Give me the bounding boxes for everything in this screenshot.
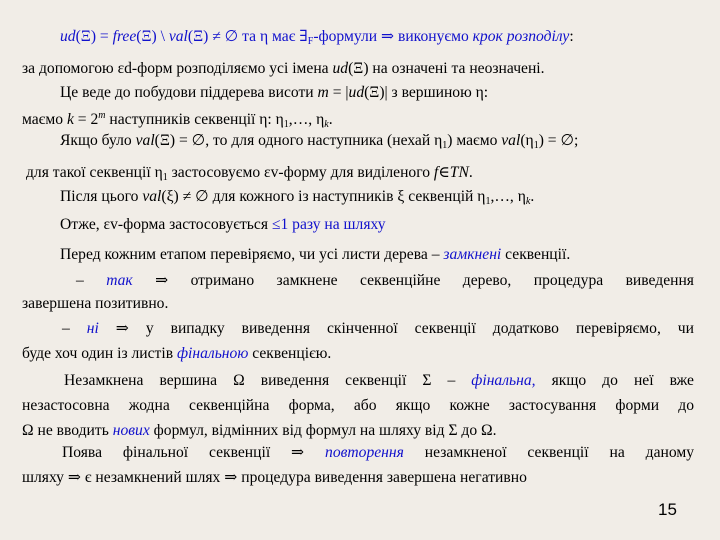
text: –	[62, 320, 87, 337]
page-number: 15	[658, 500, 677, 519]
line	[22, 318, 694, 339]
line: завершена позитивно.	[22, 295, 169, 312]
text: буде хоч один із листів	[22, 345, 177, 362]
f-term: f∈TN	[433, 164, 469, 181]
paragraph-no	[22, 318, 694, 364]
yes-term: так	[106, 272, 133, 289]
subscript: k	[324, 119, 329, 130]
text: (Ξ) \	[136, 28, 169, 45]
line	[22, 214, 694, 235]
line	[22, 270, 694, 291]
line	[22, 130, 694, 156]
line	[22, 370, 694, 391]
free-term: free	[112, 28, 137, 45]
val-term: val	[135, 132, 155, 149]
val-term: val	[501, 132, 521, 149]
ud-term: ud	[60, 28, 76, 45]
k-var: k	[66, 111, 74, 128]
subscript: 1	[283, 119, 289, 130]
line: шляху ⇒ є незамкнений шлях ⇒ процедура виведення завершена негативно	[22, 469, 527, 486]
text: (Ξ) ≠ ∅ та η має ∃	[187, 28, 308, 45]
final-term: фінальною	[176, 345, 249, 362]
final-term: фінальна,	[471, 372, 536, 389]
text: Поява фінальної секвенції ⇒	[62, 444, 326, 461]
highlight-text: ≤1 разу на шляху	[271, 216, 386, 233]
line	[22, 244, 694, 265]
subscript: 1	[485, 196, 491, 207]
subscript: 1	[533, 140, 539, 151]
repetition-term: повторення	[325, 444, 404, 461]
text: ,…, η	[490, 188, 526, 205]
closed-term: замкнені	[443, 246, 502, 263]
text: (Ξ) на означені та неозначені.	[348, 60, 545, 77]
paragraph-subtree	[22, 82, 694, 135]
new-term: нових	[112, 422, 150, 439]
text: = |	[328, 84, 349, 101]
val-term: val	[168, 28, 188, 45]
text: Ω не вводить	[22, 422, 113, 439]
paragraph-empty-val	[22, 130, 694, 188]
line	[22, 26, 694, 52]
text: -формули ⇒ виконуємо	[313, 28, 473, 45]
line	[22, 442, 694, 463]
text: (η	[520, 132, 534, 149]
val-term: val	[142, 188, 162, 205]
text: (Ξ) =	[75, 28, 113, 45]
text: ) маємо	[447, 132, 502, 149]
line	[22, 420, 694, 441]
text: = 2	[73, 111, 99, 128]
line	[22, 162, 694, 188]
text: застосовуємо εv-форму для виділеного	[167, 164, 434, 181]
paragraph-yes	[22, 270, 694, 314]
subscript: 1	[162, 172, 168, 183]
m-var: m	[317, 84, 329, 101]
step-term: крок розподілу	[472, 28, 570, 45]
paragraph-ev-form	[22, 214, 694, 235]
line	[22, 186, 694, 212]
line	[22, 82, 694, 103]
text: ,…, η	[288, 111, 325, 128]
text: .	[468, 164, 473, 181]
text: незамкненої секвенції на даному	[403, 444, 694, 461]
text: Незамкнена вершина Ω виведення секвенції Σ –	[64, 372, 472, 389]
paragraph-final-node	[22, 370, 694, 441]
paragraph-distribution-step	[22, 26, 694, 79]
text: Перед кожним етапом перевіряємо, чи усі листи дерева –	[60, 246, 444, 263]
line: незастосовна жодна секвенційна форма, або якщо кожне застосування форми до	[22, 397, 694, 414]
paragraph-repetition	[22, 442, 694, 488]
text: для такої секвенції η	[26, 164, 163, 181]
text: .	[328, 111, 333, 128]
no-term: ні	[86, 320, 99, 337]
subscript: k	[525, 196, 531, 207]
ud-term: ud	[332, 60, 349, 77]
ud-term: ud	[348, 84, 365, 101]
paragraph-after	[22, 186, 694, 212]
text: Якщо було	[60, 132, 136, 149]
text: наступників секвенції η: η	[105, 111, 284, 128]
text: :	[569, 28, 574, 45]
text: (Ξ)| з вершиною η:	[364, 84, 489, 101]
subscript: F	[307, 36, 314, 47]
text: .	[530, 188, 535, 205]
subscript: 1	[442, 140, 448, 151]
text: за допомогою εd-форм розподіляємо усі імена	[22, 60, 333, 77]
text: секвенцією.	[248, 345, 332, 362]
text: секвенції.	[501, 246, 571, 263]
paragraph-check-leaves	[22, 244, 694, 265]
text: –	[76, 272, 107, 289]
line	[22, 58, 694, 79]
text: маємо	[22, 111, 67, 128]
text: (Ξ) = ∅, то для одного наступника (нехай η	[154, 132, 443, 149]
text: Це веде до побудови піддерева висоти	[60, 84, 318, 101]
text: формул, відмінних від формул на шляху від Σ до Ω.	[149, 422, 497, 439]
text: ⇒ у випадку виведення скінченної секвенції додатково перевіряємо, чи	[98, 320, 694, 337]
superscript: m	[98, 110, 106, 121]
text: ) = ∅;	[538, 132, 579, 149]
text: Отже, εv-форма застосовується	[60, 216, 272, 233]
text: ⇒ отримано замкнене секвенційне дерево, процедура виведення	[132, 272, 694, 289]
text: Після цього	[60, 188, 143, 205]
text: (ξ) ≠ ∅ для кожного із наступників ξ секвенцій η	[161, 188, 486, 205]
line	[22, 343, 694, 364]
text: якщо до неї вже	[535, 372, 694, 389]
